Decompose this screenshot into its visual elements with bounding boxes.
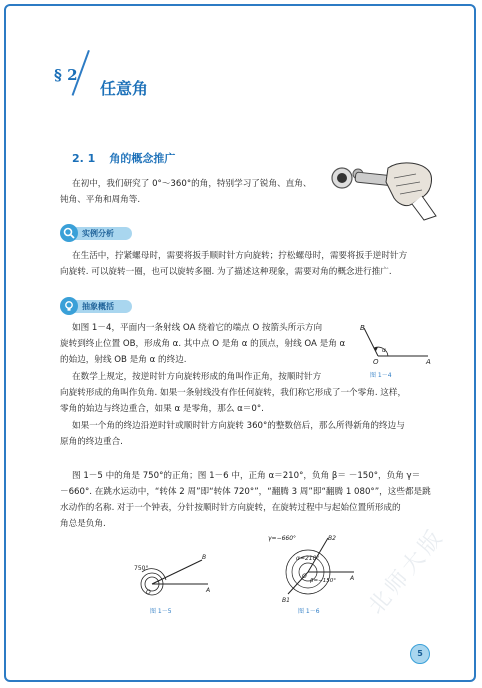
subsection-heading <box>72 150 175 166</box>
fig15-label-b: B <box>202 554 207 561</box>
abstract-line-7: 如果一个角的终边沿逆时针或顺时针方向旋转 360°的整数倍后，那么所得新角的终边与 <box>72 421 405 431</box>
section-title: 任意角 <box>100 79 149 98</box>
subsection-number: 2. 1 <box>72 152 96 165</box>
fig15-label-o: O <box>146 589 151 596</box>
badge-label: 实例分析 <box>72 227 132 240</box>
abstract-line-8: 原角的终边重合. <box>60 437 123 447</box>
fig14-label-o: O <box>373 358 379 366</box>
abstract-line-5: 向旋转形成的角叫作负角. 如果一条射线没有作任何旋转，我们称它形成了一个零角. 这样， <box>60 388 407 398</box>
fig15-label-angle: 750° <box>134 565 149 572</box>
example-line-1: 在生活中，拧紧螺母时，需要将扳手顺时针方向旋转；拧松螺母时，需要将扳手逆时针方 <box>72 251 408 261</box>
fig16-label-a: A <box>350 575 355 582</box>
watermark: 北师大版 <box>363 523 450 620</box>
fig14-label-a: A <box>426 358 431 366</box>
fig16-label-beta: β=−150° <box>310 578 336 584</box>
abstract-line-6: 零角的始边与终边重合，如果 α 是零角，那么 α＝0°. <box>60 404 264 414</box>
abstract-line-1: 如图 1－4，平面内一条射线 OA 绕着它的端点 O 按箭头所示方向 <box>72 323 323 333</box>
fig14-label-alpha: α <box>382 347 386 354</box>
section-number: § 2 <box>54 66 78 84</box>
page-number: 5 <box>410 644 430 664</box>
fig14-caption: 图 1－4 <box>370 372 392 379</box>
fig14-label-b: B <box>360 324 365 332</box>
badge-example-analysis <box>60 224 132 242</box>
abstract-line-3: 的始边，射线 OB 是角 α 的终边. <box>60 355 187 365</box>
lightbulb-icon <box>60 297 78 315</box>
intro-line-2: 钝角、平角和周角等. <box>60 195 141 205</box>
fig16-label-alpha: α=210° <box>296 555 320 562</box>
abstract-line-2: 旋转到终止位置 OB，形成角 α. 其中点 O 是角 α 的顶点，射线 OA 是角 α <box>60 339 346 349</box>
magnifier-icon <box>60 224 78 242</box>
figure-1-5 <box>126 550 216 602</box>
fig15-caption: 图 1－5 <box>150 608 172 615</box>
para2-line-1: 图 1－5 中的角是 750°的正角；图 1－6 中，正角 α＝210°，负角 β＝ －150°，负角 γ＝ <box>72 471 421 481</box>
fig16-label-b2: B2 <box>328 535 336 542</box>
para2-line-3: 水动作的名称. 对于一个钟表，分针按顺时针方向旋转，在旋转过程中与起始位置所形成的 <box>60 503 401 513</box>
badge-abstraction <box>60 297 132 315</box>
subsection-title: 角的概念推广 <box>109 152 176 165</box>
figure-1-4 <box>356 322 436 370</box>
para2-line-2: －660°. 在跳水运动中，“转体 2 周”即“转体 720°”，“翻腾 3 周”即“翻腾 1 080°”，这些都是跳 <box>60 487 431 497</box>
wrench-hand-illustration <box>328 160 438 222</box>
fig16-caption: 图 1－6 <box>298 608 320 615</box>
example-line-2: 向旋转. 可以旋转一圈，也可以旋转多圈. 为了描述这种现象，需要对角的概念进行推广. <box>60 267 392 277</box>
fig16-label-o: O <box>302 573 307 580</box>
figure-1-6 <box>266 532 356 604</box>
fig16-label-gamma: γ=−660° <box>268 535 297 542</box>
fig15-label-a: A <box>206 587 211 594</box>
fig16-label-b1: B1 <box>282 597 290 604</box>
intro-line-1: 在初中，我们研究了 0°～360°的角，特别学习了锐角、直角、 <box>72 179 312 189</box>
badge-label: 抽象概括 <box>72 300 132 313</box>
abstract-line-4: 在数学上规定，按逆时针方向旋转形成的角叫作正角，按顺时针方 <box>72 372 322 382</box>
para2-line-4: 角总是负角. <box>60 519 106 529</box>
